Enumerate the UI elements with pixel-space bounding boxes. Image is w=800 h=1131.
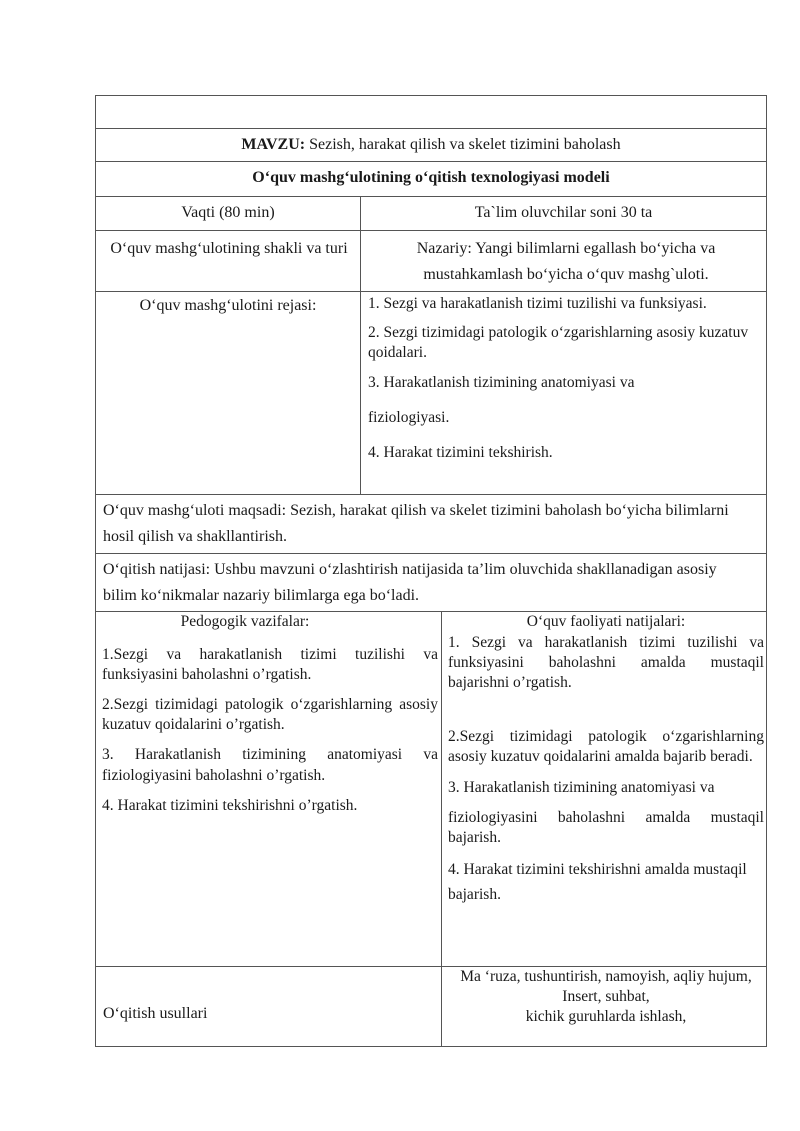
topic-label: MAVZU: — [241, 136, 306, 153]
empty-header-row — [95, 95, 767, 129]
topic-cell — [96, 134, 766, 156]
plan-item: fiziologiyasi. — [368, 409, 450, 427]
goal-text: O‘quv mashg‘uloti maqsadi: Sezish, harakat qilish va skelet tizimini baholash bo‘yicha bilimlarni hosil qilish va shakllantirish. — [103, 502, 729, 546]
model-title-row — [95, 161, 767, 197]
model-title: O‘quv mashg‘ulotining o‘qitish texnologiyasi modeli — [252, 169, 610, 186]
methods-line: kichik guruhlarda ishlash, — [525, 1008, 687, 1026]
topic-text: Sezish, harakat qilish va skelet tizimini baholash — [305, 136, 621, 153]
plan-item: 1. Sezgi va harakatlanish tizimi tuzilishi va funksiyasi. — [368, 295, 707, 312]
form-row — [95, 230, 767, 292]
tasks-header: Pedogogik vazifalar: — [180, 613, 310, 630]
tasks-column — [102, 612, 438, 816]
plan-item: 2. Sezgi tizimidagi patologik o‘zgarishlarning asosiy kuzatuv qoidalari. — [368, 324, 749, 362]
methods-label: O‘qitish usullari — [103, 1005, 208, 1022]
outcomes-header: O‘quv faoliyati natijalari: — [526, 613, 686, 630]
outcome-item: 4. Harakat tizimini tekshirishni amalda mustaqil bajarish. — [448, 861, 747, 903]
goal-row — [95, 494, 767, 554]
task-item: 2.Sezgi tizimidagi patologik o‘zgarishlarning asosiy kuzatuv qoidalarini o’rgatish. — [102, 696, 438, 734]
methods-value — [448, 967, 764, 1027]
plan-list — [368, 294, 758, 464]
form-label: O‘quv mashg‘ulotining shakli va turi — [110, 240, 348, 257]
outcome-item: 2.Sezgi tizimidagi patologik o‘zgarishlarning asosiy kuzatuv qoidalarini amalda bajarib beradi. — [448, 728, 764, 766]
plan-row — [95, 291, 767, 495]
task-item: 1.Sezgi va harakatlanish tizimi tuzilishi va funksiyasini baholashni o’rgatish. — [102, 645, 438, 684]
result-row — [95, 553, 767, 612]
form-value: Nazariy: Yangi bilimlarni egallash bo‘yicha va mustahkamlash bo‘yicha o‘quv mashg`uloti. — [416, 240, 716, 283]
outcome-item: 1. Sezgi va harakatlanish tizimi tuzilishi va funksiyasini baholashni amalda mustaqil bajarishni o’rgatish. — [448, 633, 764, 692]
outcome-item: fiziologiyasini baholashni amalda mustaqil bajarish. — [448, 808, 764, 846]
topic-row — [95, 128, 767, 162]
methods-row — [95, 966, 767, 1047]
plan-item: 4. Harakat tizimini tekshirish. — [368, 444, 553, 462]
result-text: O‘qitish natijasi: Ushbu mavzuni o‘zlashtirish natijasida ta’lim oluvchida shakllanadigan asosiy bilim ko‘nikmalar nazariy bilimlarga ega bo‘ladi. — [103, 561, 717, 605]
task-item: 3. Harakatlanish tizimining anatomiyasi va fiziologiyasini baholashni o’rgatish. — [102, 746, 438, 784]
tasks-row — [95, 611, 767, 967]
time-row — [95, 196, 767, 231]
students-cell: Ta`lim oluvchilar soni 30 ta — [474, 204, 653, 221]
plan-label: O‘quv mashg‘ulotini rejasi: — [139, 297, 317, 314]
time-cell: Vaqti (80 min) — [181, 204, 275, 221]
task-item: 4. Harakat tizimini tekshirishni o’rgatish. — [102, 796, 358, 814]
methods-line: Ma ‘ruza, tushuntirish, namoyish, aqliy hujum, Insert, suhbat, — [460, 968, 752, 1006]
outcome-item: 3. Harakatlanish tizimining anatomiyasi va — [448, 778, 715, 796]
plan-item: 3. Harakatlanish tizimining anatomiyasi va — [368, 374, 635, 392]
outcomes-column — [448, 612, 764, 908]
